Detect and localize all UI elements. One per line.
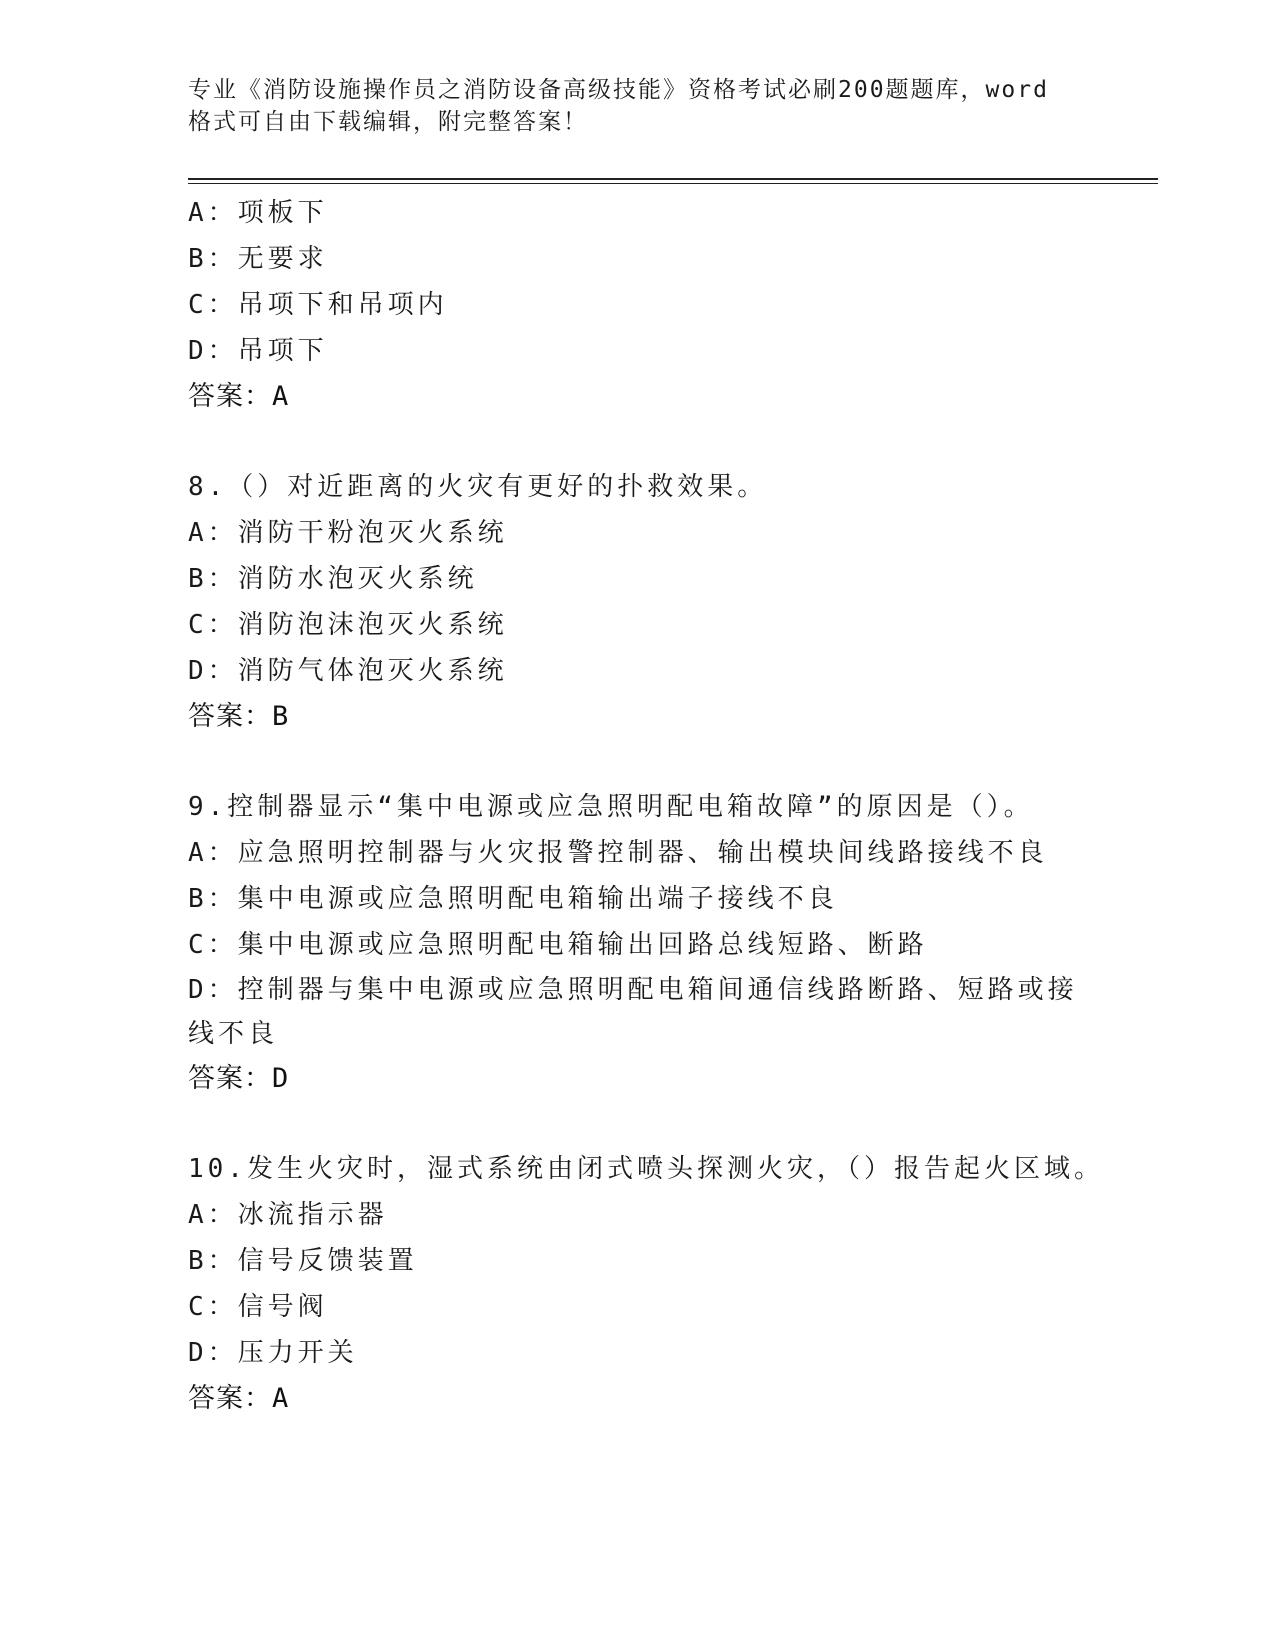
option-d: D：压力开关	[188, 1338, 358, 1368]
answer-line	[188, 374, 1088, 420]
question-block	[188, 190, 1088, 420]
question-text: 9.控制器显示“集中电源或应急照明配电箱故障”的原因是（）。	[188, 792, 1034, 822]
option-b: B：信号反馈装置	[188, 1246, 418, 1276]
option-d: D：吊项下	[188, 336, 328, 366]
option-d: D：控制器与集中电源或应急照明配电箱间通信线路断路、短路或接线不良	[188, 975, 1078, 1049]
option-b: B：无要求	[188, 244, 328, 274]
answer-label: 答案：	[188, 1383, 272, 1414]
answer-line	[188, 694, 1088, 740]
question-list	[188, 190, 1104, 1466]
answer-line	[188, 1056, 1088, 1102]
question-block	[188, 1146, 1104, 1422]
option-a: A：冰流指示器	[188, 1200, 388, 1230]
option-a: A：消防干粉泡灭火系统	[188, 518, 508, 548]
option-c: C：吊项下和吊项内	[188, 290, 448, 320]
option-a: A：项板下	[188, 198, 328, 228]
question-block	[188, 464, 1088, 740]
question-block	[188, 784, 1088, 1102]
question-text: 8.（）对近距离的火灾有更好的扑救效果。	[188, 472, 768, 502]
answer-label: 答案：	[188, 381, 272, 412]
option-b: B：集中电源或应急照明配电箱输出端子接线不良	[188, 884, 838, 914]
answer-value: A	[272, 1383, 290, 1414]
answer-label: 答案：	[188, 1063, 272, 1094]
option-a: A：应急照明控制器与火灾报警控制器、输出模块间线路接线不良	[188, 838, 1048, 868]
document-header: 专业《消防设施操作员之消防设备高级技能》资格考试必刷200题题库，word格式可自由下载编辑，附完整答案！	[188, 77, 1049, 135]
question-text: 10.发生火灾时，湿式系统由闭式喷头探测火灾，（）报告起火区域。	[188, 1154, 1104, 1184]
option-c: C：集中电源或应急照明配电箱输出回路总线短路、断路	[188, 930, 928, 960]
answer-value: B	[272, 701, 290, 732]
option-c: C：消防泡沫泡灭火系统	[188, 610, 508, 640]
header-rule-thick	[188, 178, 1158, 180]
answer-line	[188, 1376, 1088, 1422]
answer-label: 答案：	[188, 701, 272, 732]
answer-value: A	[272, 381, 290, 412]
answer-value: D	[272, 1063, 290, 1094]
option-d: D：消防气体泡灭火系统	[188, 656, 508, 686]
option-c: C：信号阀	[188, 1292, 328, 1322]
header-rule-thin	[188, 183, 1158, 184]
option-b: B：消防水泡灭火系统	[188, 564, 478, 594]
